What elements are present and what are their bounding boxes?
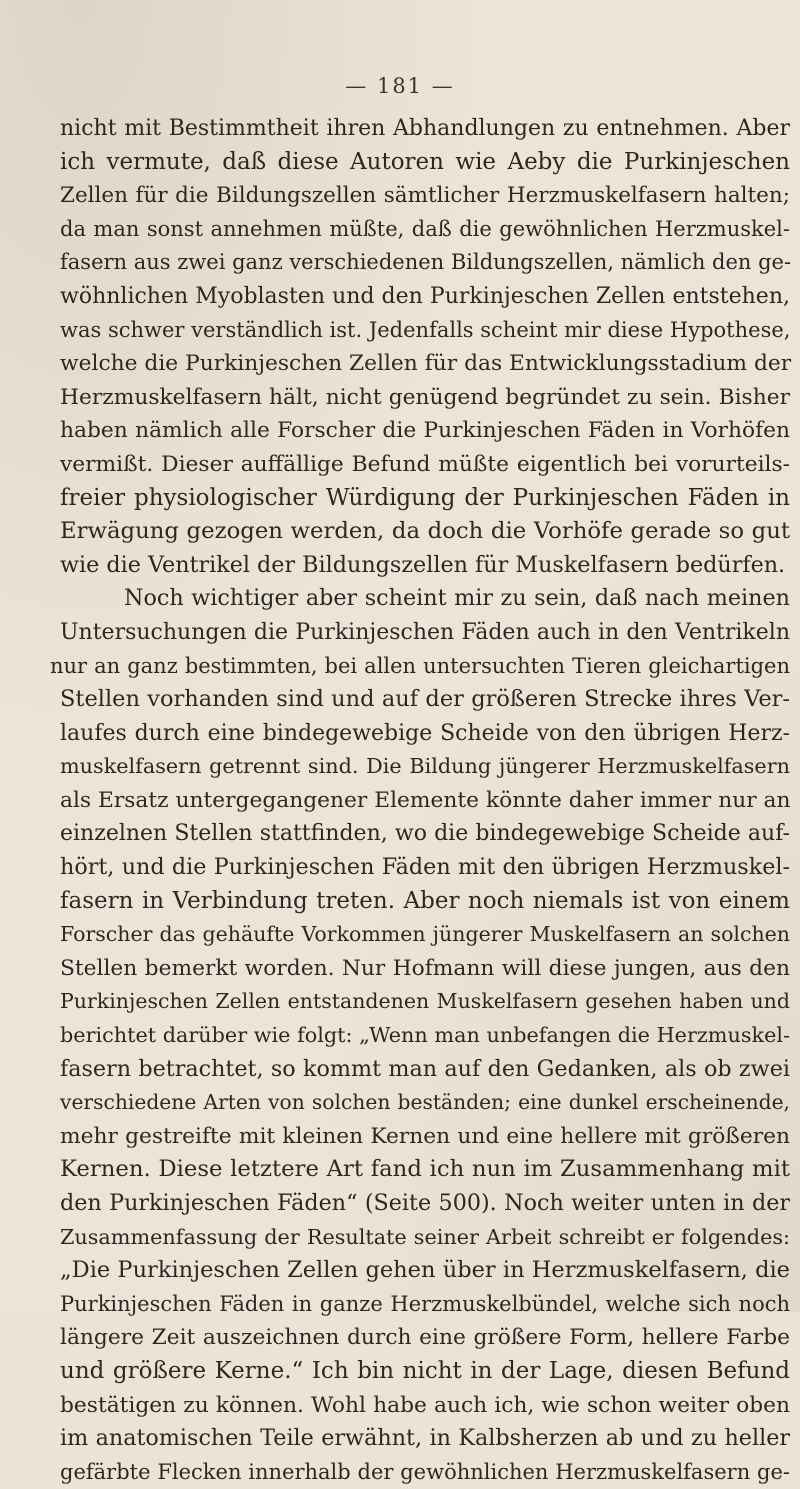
text-line: muskelfasern getrennt sind. Die Bildung jüngerer Herzmuskelfasern bbox=[60, 754, 790, 779]
text-line: im anatomischen Teile erwähnt, in Kalbsherzen ab und zu heller bbox=[60, 1425, 790, 1452]
text-line: berichtet darüber wie folgt: „Wenn man unbefangen die Herzmuskel- bbox=[60, 1023, 790, 1048]
text-line: Untersuchungen die Purkinjeschen Fäden auch in den Ventrikeln bbox=[60, 619, 790, 645]
text-line: nicht mit Bestimmtheit ihren Abhandlungen zu entnehmen. Aber bbox=[60, 116, 790, 141]
text-line: längere Zeit auszeichnen durch eine größere Form, hellere Farbe bbox=[60, 1325, 790, 1351]
text-line: wöhnlichen Myoblasten und den Purkinjeschen Zellen entstehen, bbox=[60, 283, 790, 309]
text-line: mehr gestreifte mit kleinen Kernen und eine hellere mit größeren bbox=[60, 1123, 790, 1149]
text-line: ich vermute, daß diese Autoren wie Aeby die Purkinjeschen bbox=[60, 148, 790, 175]
text-line: Kernen. Diese letztere Art fand ich nun im Zusammenhang mit bbox=[60, 1156, 790, 1183]
text-line: Stellen vorhanden sind und auf der größeren Strecke ihres Ver- bbox=[60, 686, 790, 713]
text-line: vermißt. Dieser auffällige Befund müßte eigentlich bei vorurteils- bbox=[60, 451, 790, 477]
page-number: — 181 — bbox=[345, 74, 455, 98]
text-line: nur an ganz bestimmten, bei allen untersuchten Tieren gleichartigen bbox=[50, 653, 790, 678]
text-line: Erwägung gezogen werden, da doch die Vorhöfe gerade so gut bbox=[60, 518, 790, 545]
text-line: Noch wichtiger aber scheint mir zu sein, daß nach meinen bbox=[124, 585, 790, 612]
text-line: Zellen für die Bildungszellen sämtlicher Herzmuskelfasern halten; bbox=[60, 183, 790, 209]
text-line: da man sonst annehmen müßte, daß die gewöhnlichen Herzmuskel- bbox=[60, 216, 790, 241]
text-line: fasern in Verbindung treten. Aber noch niemals ist von einem bbox=[60, 887, 790, 914]
text-line: fasern betrachtet, so kommt man auf den Gedanken, als ob zwei bbox=[60, 1055, 790, 1082]
text-line: fasern aus zwei ganz verschiedenen Bildungszellen, nämlich den ge- bbox=[60, 250, 792, 275]
text-line: Herzmuskelfasern hält, nicht genügend begründet zu sein. Bisher bbox=[60, 384, 790, 410]
text-line: laufes durch eine bindegewebige Scheide von den übrigen Herz- bbox=[60, 720, 790, 746]
text-line: verschiedene Arten von solchen beständen; eine dunkel erscheinende, bbox=[60, 1090, 790, 1115]
text-line: und größere Kerne.“ Ich bin nicht in der Lage, diesen Befund bbox=[60, 1357, 790, 1384]
text-line: als Ersatz untergegangener Elemente könnte daher immer nur an bbox=[60, 787, 791, 813]
body-text bbox=[50, 112, 792, 1489]
text-line: Forscher das gehäufte Vorkommen jüngerer Muskelfasern an solchen bbox=[60, 922, 790, 947]
text-line: gefärbte Flecken innerhalb der gewöhnlichen Herzmuskelfasern ge- bbox=[60, 1459, 790, 1484]
text-line: welche die Purkinjeschen Zellen für das Entwicklungsstadium der bbox=[60, 351, 792, 377]
text-line: den Purkinjeschen Fäden“ (Seite 500). Noch weiter unten in der bbox=[60, 1190, 790, 1216]
text-line: Purkinjeschen Fäden in ganze Herzmuskelbündel, welche sich noch bbox=[60, 1291, 790, 1316]
text-line: Stellen bemerkt worden. Nur Hofmann will diese jungen, aus den bbox=[60, 955, 790, 981]
text-line: Zusammenfassung der Resultate seiner Arbeit schreibt er folgendes: bbox=[60, 1224, 790, 1249]
text-line: freier physiologischer Würdigung der Purkinjeschen Fäden in bbox=[60, 484, 790, 511]
text-line: „Die Purkinjeschen Zellen gehen über in Herzmuskelfasern, die bbox=[60, 1257, 790, 1284]
text-line: hört, und die Purkinjeschen Fäden mit den übrigen Herzmuskel- bbox=[60, 854, 790, 881]
text-line: bestätigen zu können. Wohl habe auch ich, wie schon weiter oben bbox=[60, 1392, 790, 1418]
text-line: Purkinjeschen Zellen entstandenen Muskelfasern gesehen haben und bbox=[60, 989, 790, 1014]
text-line: wie die Ventrikel der Bildungszellen für Muskelfasern bedürfen. bbox=[60, 551, 786, 578]
text-line: einzelnen Stellen stattfinden, wo die bindegewebige Scheide auf- bbox=[60, 821, 790, 847]
text-line: haben nämlich alle Forscher die Purkinjeschen Fäden in Vorhöfen bbox=[60, 418, 790, 444]
text-line: was schwer verständlich ist. Jedenfalls scheint mir diese Hypothese, bbox=[60, 317, 791, 342]
